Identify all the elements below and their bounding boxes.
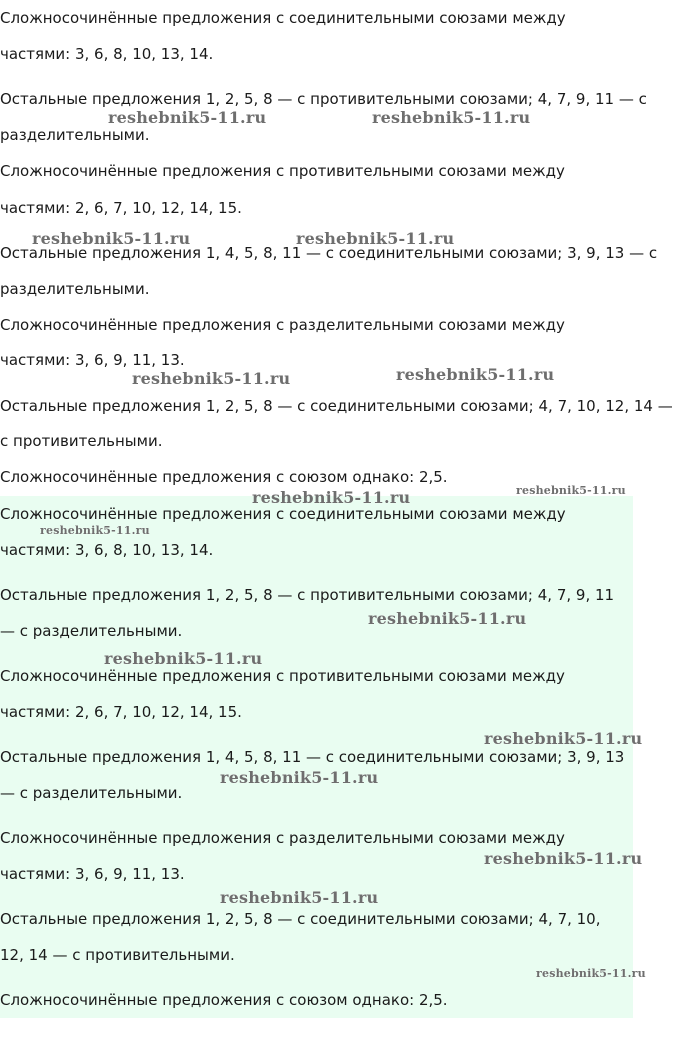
text-line: Сложносочинённые предложения с противительными союзами между (0, 162, 565, 180)
watermark: reshebnik5-11.ru (296, 229, 455, 248)
text-line: частями: 3, 6, 8, 10, 13, 14. (0, 45, 214, 63)
text-line: — с разделительными. (0, 622, 183, 640)
text-line: Остальные предложения 1, 4, 5, 8, 11 — с соединительными союзами; 3, 9, 13 (0, 748, 625, 766)
text-line: Сложносочинённые предложения с соединительными союзами между (0, 505, 566, 523)
watermark: reshebnik5-11.ru (40, 524, 150, 537)
text-line: Сложносочинённые предложения с соединительными союзами между (0, 9, 566, 27)
watermark: reshebnik5-11.ru (396, 365, 555, 384)
watermark: reshebnik5-11.ru (536, 967, 646, 980)
text-line: Остальные предложения 1, 2, 5, 8 — с соединительными союзами; 4, 7, 10, 12, 14 — (0, 397, 673, 415)
text-line: частями: 2, 6, 7, 10, 12, 14, 15. (0, 703, 242, 721)
text-line: разделительными. (0, 126, 150, 144)
text-line: частями: 3, 6, 9, 11, 13. (0, 351, 185, 369)
text-line: Остальные предложения 1, 2, 5, 8 — с соединительными союзами; 4, 7, 10, (0, 910, 601, 928)
watermark: reshebnik5-11.ru (372, 108, 531, 127)
text-line: Сложносочинённые предложения с разделительными союзами между (0, 316, 565, 334)
text-line: Остальные предложения 1, 4, 5, 8, 11 — с соединительными союзами; 3, 9, 13 — с (0, 244, 658, 262)
text-line: с противительными. (0, 432, 163, 450)
text-line: частями: 2, 6, 7, 10, 12, 14, 15. (0, 199, 242, 217)
watermark: reshebnik5-11.ru (132, 369, 291, 388)
watermark: reshebnik5-11.ru (104, 649, 263, 668)
text-line: — с разделительными. (0, 784, 183, 802)
watermark: reshebnik5-11.ru (368, 609, 527, 628)
text-line: Сложносочинённые предложения с союзом однако: 2,5. (0, 991, 448, 1009)
text-line: разделительными. (0, 280, 150, 298)
watermark: reshebnik5-11.ru (252, 488, 411, 507)
text-line: 12, 14 — с противительными. (0, 946, 235, 964)
text-line: Сложносочинённые предложения с союзом однако: 2,5. (0, 468, 448, 486)
watermark: reshebnik5-11.ru (484, 729, 643, 748)
text-line: Сложносочинённые предложения с разделительными союзами между (0, 829, 565, 847)
text-line: Остальные предложения 1, 2, 5, 8 — с противительными союзами; 4, 7, 9, 11 — с (0, 90, 647, 108)
text-line: частями: 3, 6, 9, 11, 13. (0, 865, 185, 883)
text-line: Остальные предложения 1, 2, 5, 8 — с противительными союзами; 4, 7, 9, 11 (0, 586, 615, 604)
watermark: reshebnik5-11.ru (220, 888, 379, 907)
watermark: reshebnik5-11.ru (516, 484, 626, 497)
watermark: reshebnik5-11.ru (32, 229, 191, 248)
watermark: reshebnik5-11.ru (108, 108, 267, 127)
watermark: reshebnik5-11.ru (220, 768, 379, 787)
watermark: reshebnik5-11.ru (484, 849, 643, 868)
text-line: частями: 3, 6, 8, 10, 13, 14. (0, 541, 214, 559)
text-line: Сложносочинённые предложения с противительными союзами между (0, 667, 565, 685)
